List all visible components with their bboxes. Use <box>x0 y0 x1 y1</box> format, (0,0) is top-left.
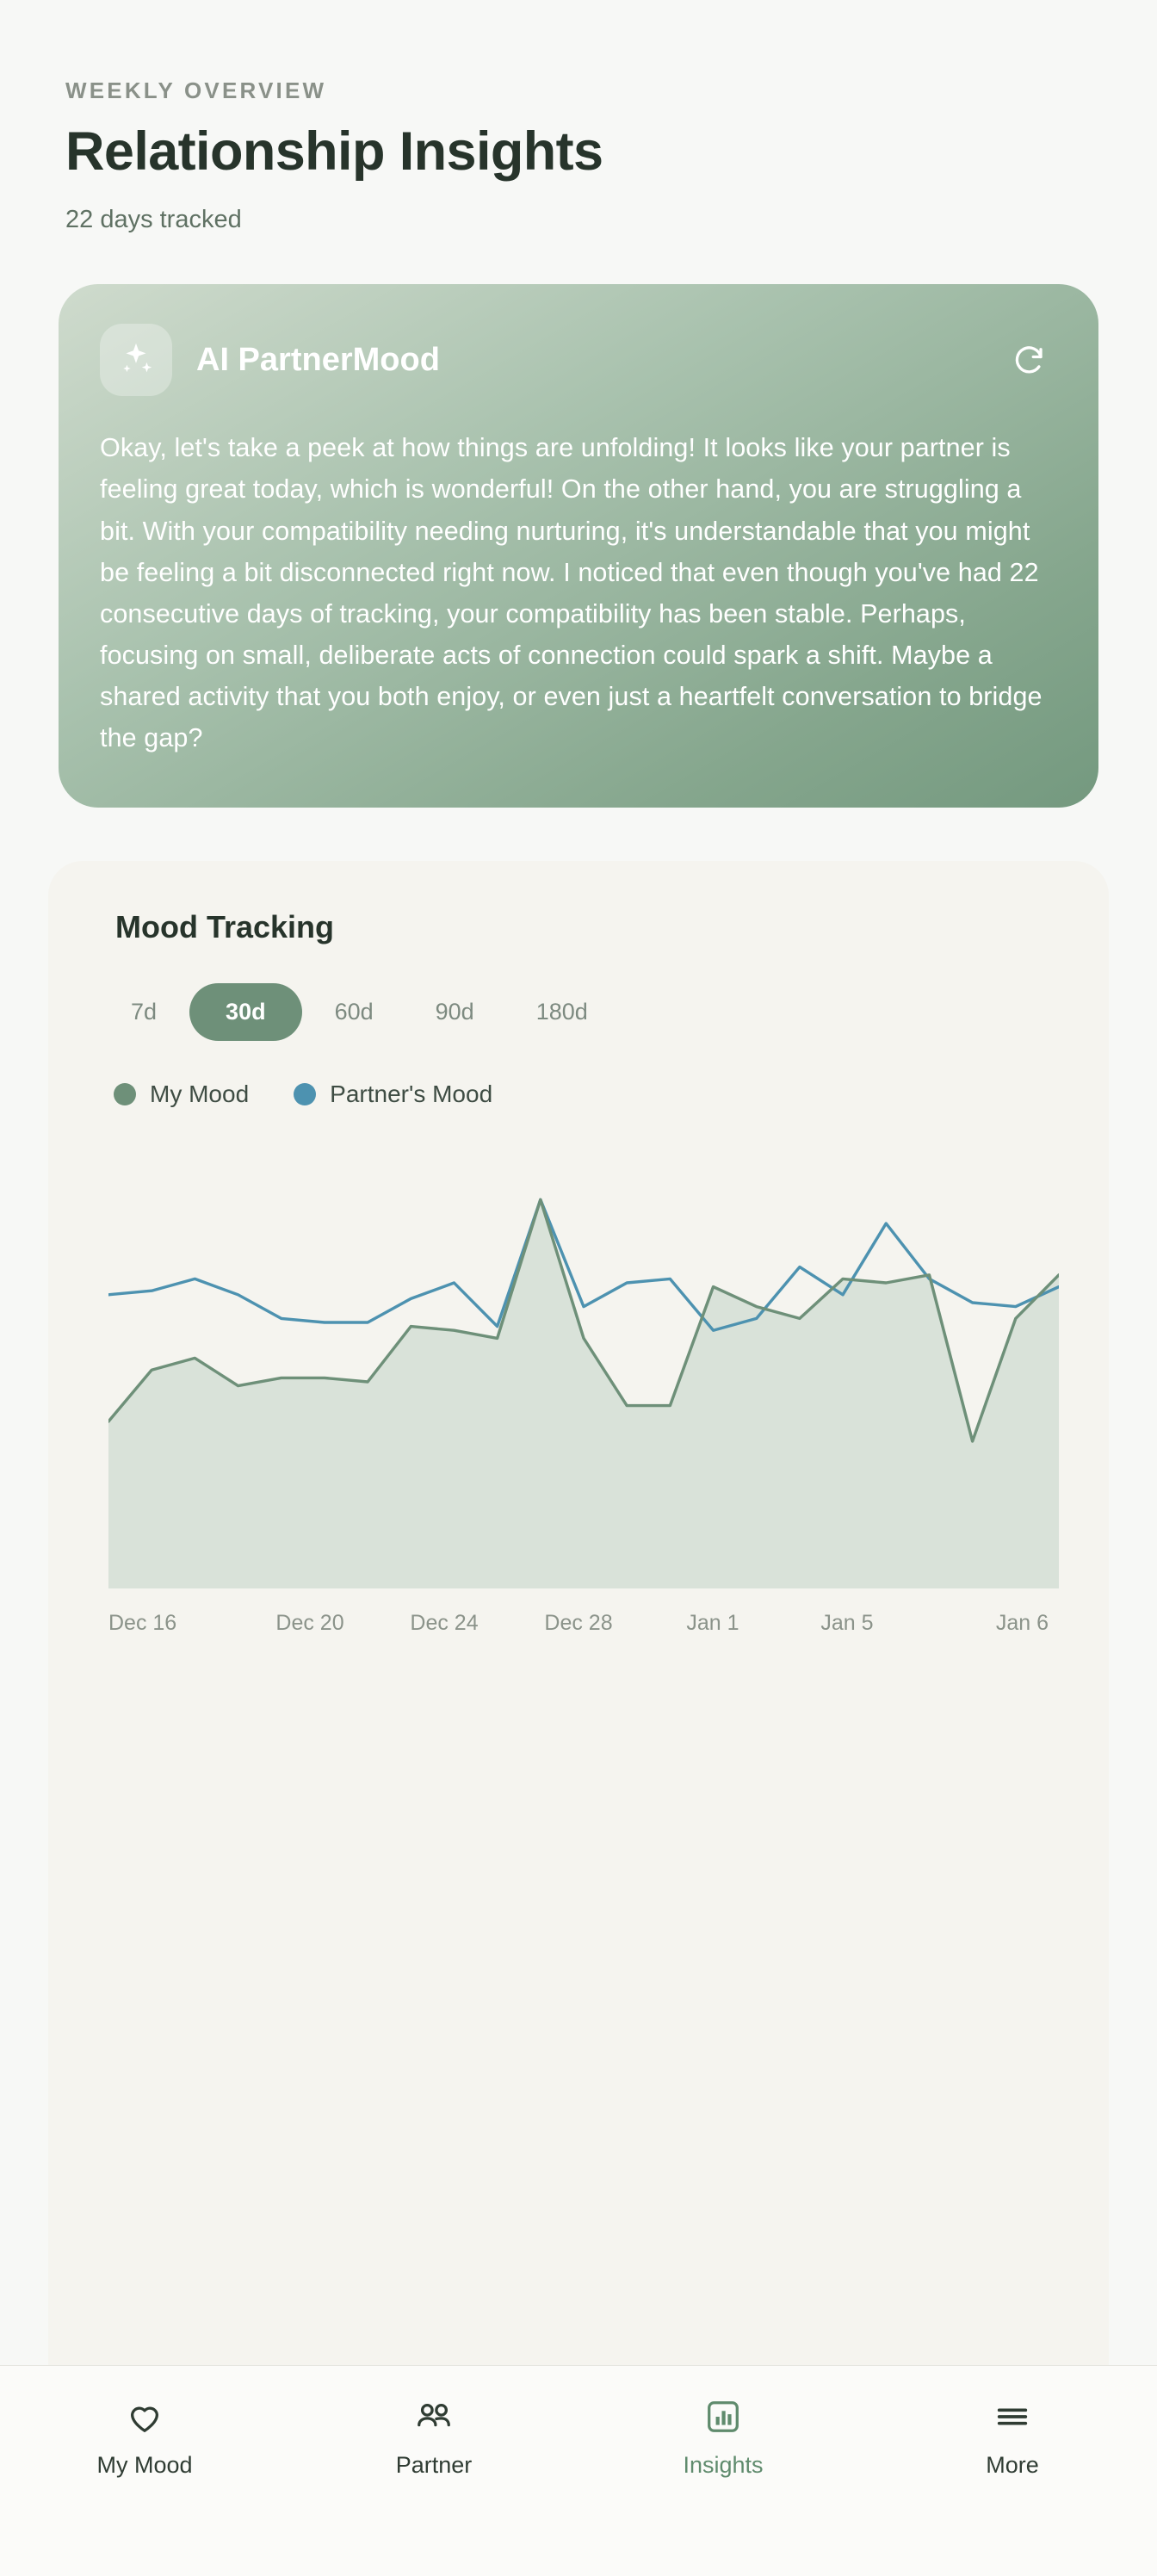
ai-card-title: AI PartnerMood <box>196 341 440 378</box>
range-tab-7d[interactable]: 7d <box>131 998 158 1025</box>
range-tab-30d[interactable]: 30d <box>189 983 302 1041</box>
x-label-5: Jan 5 <box>820 1610 874 1635</box>
nav-item-my-mood[interactable] <box>0 2395 289 2479</box>
heart-icon <box>125 2395 164 2438</box>
mood-tracking-card <box>48 861 1109 2576</box>
sparkles-icon <box>100 324 172 396</box>
legend-label-partner-mood: Partner's Mood <box>330 1080 493 1107</box>
days-tracked-text: 22 days tracked <box>65 206 242 234</box>
ai-card-header <box>100 324 1057 396</box>
ai-insight-text: Okay, let's take a peek at how things are unfolding! It looks like your partner is feeling great today, which is wonderful! On the other hand, you are struggling a bit. With your compatibility needing nurturing, it's understandable that you might be feeling a bit disconnected right now. I noticed that even though you've had 22 consecutive days of tracking, your compatibility has been stable. Perhaps, focusing on small, deliberate acts of connection could spark a shift. Maybe a shared activity that you both enjoy, or even just a heartfelt conversation to bridge the gap? <box>100 433 1043 753</box>
ai-insight-card <box>59 284 1098 808</box>
nav-item-more[interactable] <box>868 2395 1157 2479</box>
nav-label-insights: Insights <box>683 2452 764 2478</box>
my-mood-area <box>108 1199 1059 1588</box>
bottom-navigation <box>0 2365 1157 2576</box>
mood-tracking-title: Mood Tracking <box>115 908 335 944</box>
nav-label-more: More <box>986 2452 1039 2478</box>
x-label-1: Dec 20 <box>275 1610 344 1635</box>
x-label-0: Dec 16 <box>108 1610 177 1635</box>
range-tab-group <box>102 983 1109 1041</box>
nav-label-my-mood: My Mood <box>96 2452 193 2478</box>
range-tab-180d[interactable]: 180d <box>535 998 588 1025</box>
hamburger-menu-icon <box>992 2395 1033 2438</box>
nav-label-partner: Partner <box>395 2452 473 2478</box>
page-header <box>0 0 1157 234</box>
chart-x-axis-labels <box>108 1611 1049 1636</box>
x-label-2: Dec 24 <box>410 1610 479 1635</box>
legend-item-my-mood <box>114 1081 249 1108</box>
nav-item-insights[interactable] <box>578 2395 868 2479</box>
x-label-4: Jan 1 <box>686 1610 739 1635</box>
legend-dot-my-mood <box>114 1083 136 1105</box>
nav-item-partner[interactable] <box>289 2395 578 2479</box>
page-title: Relationship Insights <box>65 121 603 182</box>
people-icon <box>412 2395 455 2438</box>
range-tab-90d[interactable]: 90d <box>435 998 474 1025</box>
chart-legend <box>114 1081 1109 1108</box>
refresh-icon[interactable] <box>1005 337 1052 383</box>
legend-item-partner-mood <box>294 1081 492 1108</box>
legend-label-my-mood: My Mood <box>150 1080 250 1107</box>
page-eyebrow: WEEKLY OVERVIEW <box>65 77 327 103</box>
x-label-6: Jan 6 <box>995 1610 1049 1635</box>
mood-chart-svg <box>108 1158 1059 1588</box>
legend-dot-partner-mood <box>294 1083 316 1105</box>
x-label-3: Dec 28 <box>544 1610 613 1635</box>
mood-chart[interactable] <box>48 1158 1109 1588</box>
range-tab-60d[interactable]: 60d <box>334 998 374 1025</box>
chart-bar-icon <box>703 2395 743 2438</box>
